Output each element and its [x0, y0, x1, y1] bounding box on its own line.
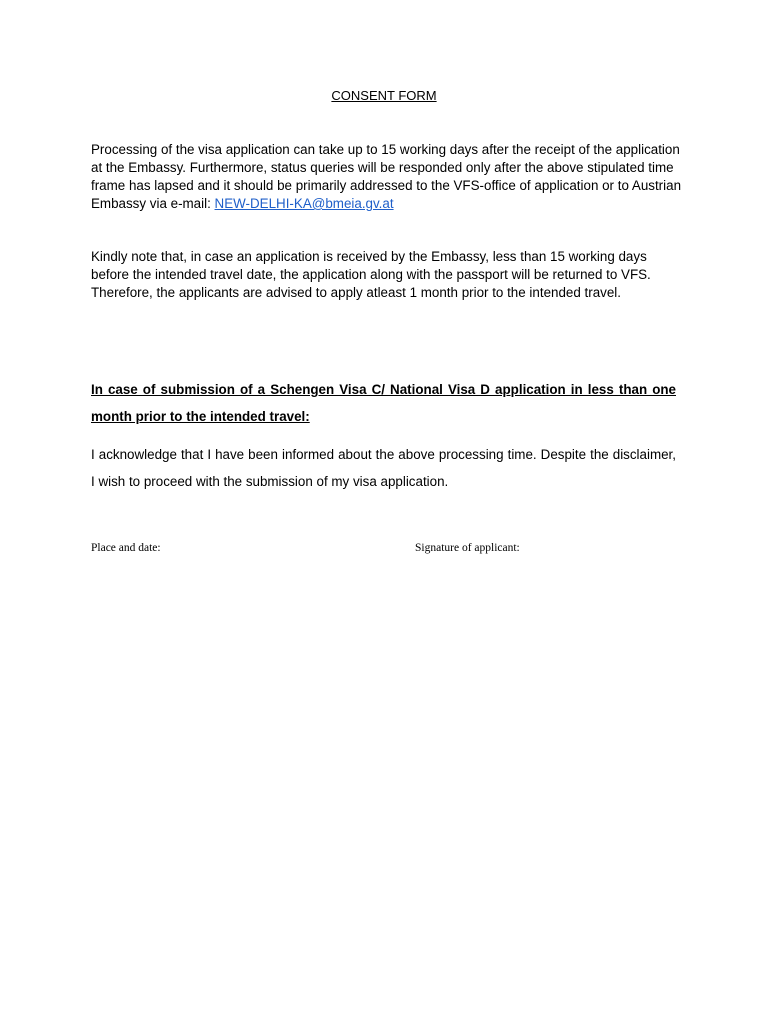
page-title: CONSENT FORM [331, 88, 437, 103]
signature-label: Signature of applicant: [415, 542, 520, 554]
late-application-paragraph: Kindly note that, in case an application is received by the Embassy, less than 15 working days before the intended travel date, the application along with the passport will be returned to VFS. Therefore, the applicants are advised to apply atleast 1 month prior to the intended travel. [91, 249, 651, 300]
processing-time-text: Processing of the visa application can take up to 15 working days after the receipt of the application at the Embassy. Furthermore, status queries will be responded only after the above stipulated time frame has lapsed and it should be primarily addressed to the VFS-office of application or to Austrian Embassy via e-mail: [91, 142, 682, 211]
schengen-submission-heading: In case of submission of a Schengen Visa C/ National Visa D application in less than one month prior to the intended travel: [91, 382, 676, 424]
place-and-date-label: Place and date: [91, 542, 161, 554]
acknowledgement-paragraph: I acknowledge that I have been informed about the above processing time. Despite the disclaimer, I wish to proceed with the submission of my visa application. [91, 447, 676, 489]
embassy-email-link[interactable]: NEW-DELHI-KA@bmeia.gv.at [214, 196, 394, 211]
processing-time-paragraph [91, 141, 681, 213]
